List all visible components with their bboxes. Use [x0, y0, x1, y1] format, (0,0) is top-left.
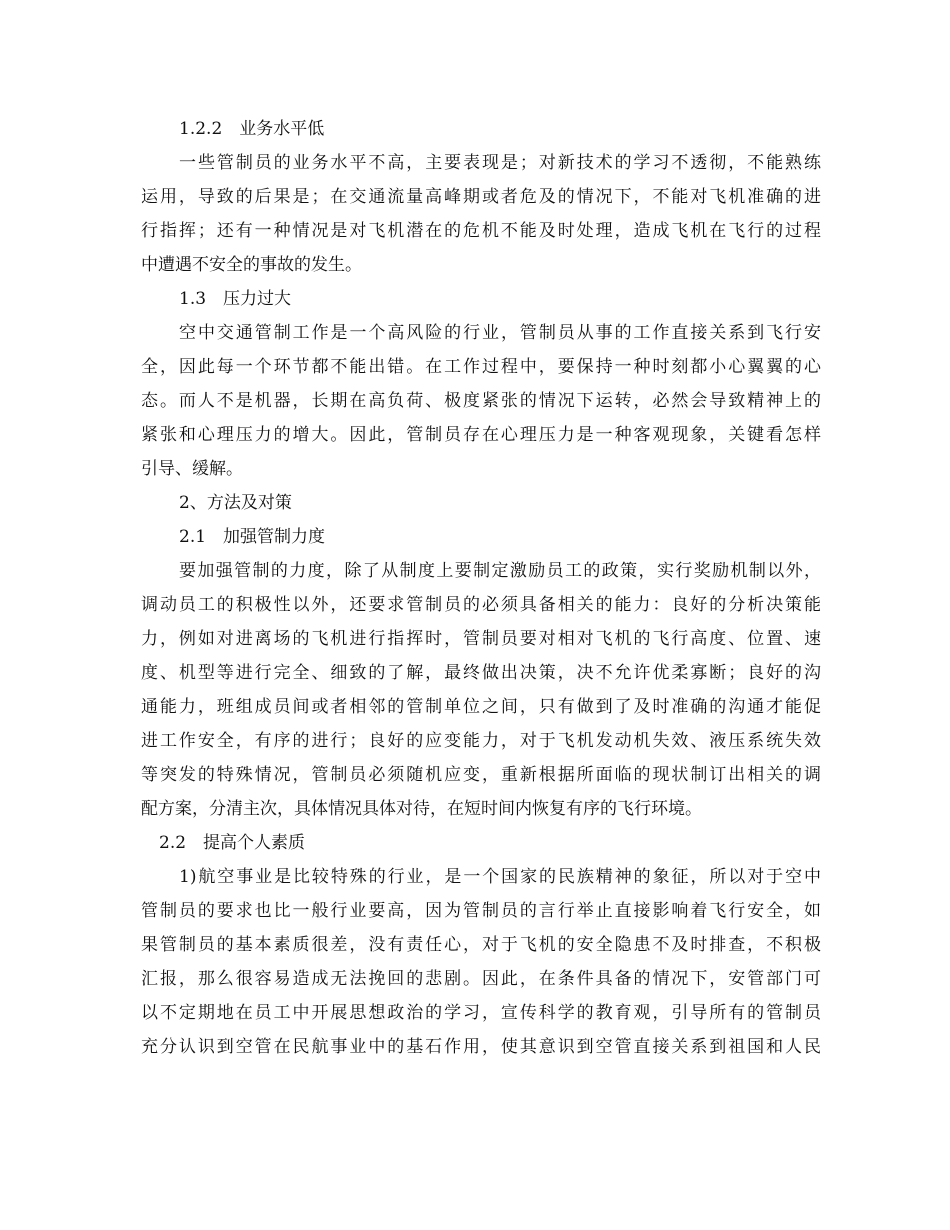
text-line: 2、方法及对策	[179, 493, 292, 513]
text-line: 通能力，班组成员间或者相邻的管制单位之间，只有做到了及时准确的沟通才能促	[141, 697, 821, 717]
text-line: 空中交通管制工作是一个高风险的行业，管制员从事的工作直接关系到飞行安	[179, 323, 821, 343]
text-line: 以不定期地在员工中开展思想政治的学习，宣传科学的教育观，引导所有的管制员	[141, 1003, 821, 1023]
text-line: 1.3 压力过大	[179, 289, 292, 309]
text-line: 紧张和心理压力的增大。因此，管制员存在心理压力是一种客观现象，关键看怎样	[141, 425, 821, 445]
text-line: 调动员工的积极性以外，还要求管制员的必须具备相关的能力：良好的分析决策能	[141, 595, 821, 615]
text-line: 度、机型等进行完全、细致的了解，最终做出决策，决不允许优柔寡断；良好的沟	[141, 663, 821, 683]
text-line: 配方案，分清主次，具体情况具体对待，在短时间内恢复有序的飞行环境。	[141, 799, 702, 819]
text-line: 行指挥；还有一种情况是对飞机潜在的危机不能及时处理，造成飞机在飞行的过程	[141, 221, 821, 241]
text-line: 果管制员的基本素质很差，没有责任心，对于飞机的安全隐患不及时排查，不积极	[141, 935, 821, 955]
text-line: 等突发的特殊情况，管制员必须随机应变，重新根据所面临的现状制订出相关的调	[141, 765, 821, 785]
text-line: 力，例如对进离场的飞机进行指挥时，管制员要对相对飞机的飞行高度、位置、速	[141, 629, 821, 649]
text-line: 2.1 加强管制力度	[179, 527, 326, 547]
text-line: 运用，导致的后果是；在交通流量高峰期或者危及的情况下，不能对飞机准确的进	[141, 187, 821, 207]
text-line: 一些管制员的业务水平不高，主要表现是；对新技术的学习不透彻，不能熟练	[179, 153, 821, 173]
text-line: 汇报，那么很容易造成无法挽回的悲剧。因此，在条件具备的情况下，安管部门可	[141, 969, 821, 989]
text-line: 要加强管制的力度，除了从制度上要制定激励员工的政策，实行奖励机制以外，	[179, 561, 821, 581]
text-line: 1.2.2 业务水平低	[179, 119, 325, 139]
text-line: 2.2 提高个人素质	[159, 833, 306, 853]
document-body	[141, 112, 821, 1064]
text-line: 全，因此每一个环节都不能出错。在工作过程中，要保持一种时刻都小心翼翼的心	[141, 357, 821, 377]
text-line: 态。而人不是机器，长期在高负荷、极度紧张的情况下运转，必然会导致精神上的	[141, 391, 821, 411]
text-line: 中遭遇不安全的事故的发生。	[141, 255, 362, 275]
text-line: 引导、缓解。	[141, 459, 243, 479]
text-line: 充分认识到空管在民航事业中的基石作用，使其意识到空管直接关系到祖国和人民	[141, 1037, 821, 1057]
text-line: 管制员的要求也比一般行业要高，因为管制员的言行举止直接影响着飞行安全，如	[141, 901, 821, 921]
text-line: 1)航空事业是比较特殊的行业，是一个国家的民族精神的象征，所以对于空中	[179, 867, 821, 887]
text-line: 进工作安全，有序的进行；良好的应变能力，对于飞机发动机失效、液压系统失效	[141, 731, 821, 751]
